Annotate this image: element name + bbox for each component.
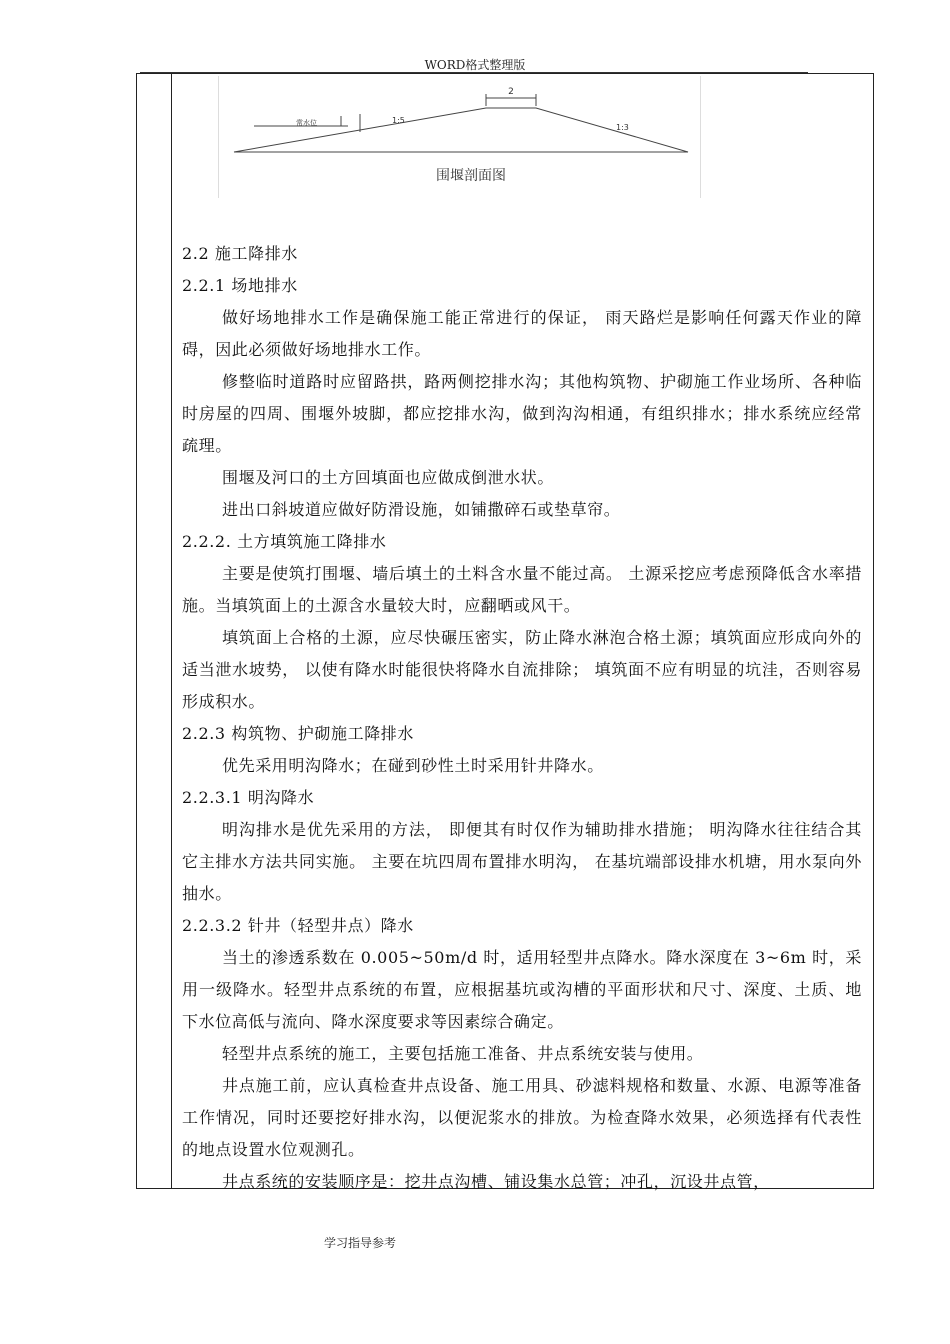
section-heading: 2.2.2. 土方填筑施工降排水: [182, 532, 387, 551]
section-heading: 2.2.3.2 针井（轻型井点）降水: [182, 916, 414, 935]
body-paragraph: 进出口斜坡道应做好防滑设施，如铺撒碎石或垫草帘。: [222, 500, 621, 519]
body-paragraph: 做好场地排水工作是确保施工能正常进行的保证， 雨天路烂是影响任何露天作业的障碍，因此必须做好场地排水工作。: [182, 308, 862, 359]
body-paragraph: 井点施工前，应认真检查井点设备、施工用具、砂滤料规格和数量、水源、电源等准备工作情况，同时还要挖好排水沟，以便泥浆水的排放。为检查降水效果，必须选择有代表性的地点设置水位观测孔。: [182, 1076, 862, 1159]
section-heading: 2.2.3.1 明沟降水: [182, 788, 315, 807]
cofferdam-section-diagram: [218, 76, 702, 198]
body-paragraph: 明沟排水是优先采用的方法， 即便其有时仅作为辅助排水措施； 明沟降水往往结合其它主排水方法共同实施。 主要在坑四周布置排水明沟， 在基坑端部设排水机塘，用水泵向外抽水。: [182, 820, 862, 903]
body-paragraph: 围堰及河口的土方回填面也应做成倒泄水状。: [222, 468, 555, 487]
section-heading: 2.2.1 场地排水: [182, 276, 298, 295]
body-paragraph: 当土的渗透系数在 0.005~50m/d 时，适用轻型井点降水。降水深度在 3~6m 时，采用一级降水。轻型井点系统的布置，应根据基坑或沟槽的平面形状和尺寸、深度、土质、地下水位高低与流向、降水深度要求等因素综合确定。: [182, 948, 862, 1031]
diagram-caption: 围堰剖面图: [436, 168, 506, 184]
table-left-column-divider: [171, 73, 172, 1189]
body-paragraph: 轻型井点系统的施工，主要包括施工准备、井点系统安装与使用。: [222, 1044, 704, 1063]
body-paragraph: 井点系统的安装顺序是：挖井点沟槽、铺设集水总管；冲孔，沉设井点管，: [222, 1172, 770, 1191]
page-header-title: WORD格式整理版: [424, 58, 526, 72]
top-width-label: 2: [508, 87, 514, 97]
page-footer: 学习指导参考: [324, 1236, 397, 1250]
body-paragraph: 主要是使筑打围堰、墙后填土的土料含水量不能过高。 土源采挖应考虑预降低含水率措施。当填筑面上的土源含水量较大时，应翻晒或风干。: [182, 564, 862, 615]
section-heading: 2.2 施工降排水: [182, 244, 298, 263]
body-paragraph: 填筑面上合格的土源，应尽快碾压密实，防止降水淋泡合格土源；填筑面应形成向外的适当泄水坡势， 以使有降水时能很快将降水自流排除； 填筑面不应有明显的坑洼，否则容易形成积水。: [182, 628, 862, 711]
body-paragraph: 优先采用明沟降水；在碰到砂性土时采用针井降水。: [222, 756, 604, 775]
cofferdam-section-svg: [218, 76, 702, 198]
left-slope-label: 1:5: [392, 116, 405, 125]
right-slope-label: 1:3: [616, 123, 629, 132]
document-body: [182, 238, 862, 1198]
section-heading: 2.2.3 构筑物、护砌施工降排水: [182, 724, 414, 743]
body-paragraph: 修整临时道路时应留路拱，路两侧挖排水沟；其他构筑物、护砌施工作业场所、各种临时房屋的四周、围堰外坡脚，都应挖排水沟，做到沟沟相通，有组织排水；排水系统应经常疏理。: [182, 372, 862, 455]
water-level-label: 常水位: [296, 119, 317, 127]
